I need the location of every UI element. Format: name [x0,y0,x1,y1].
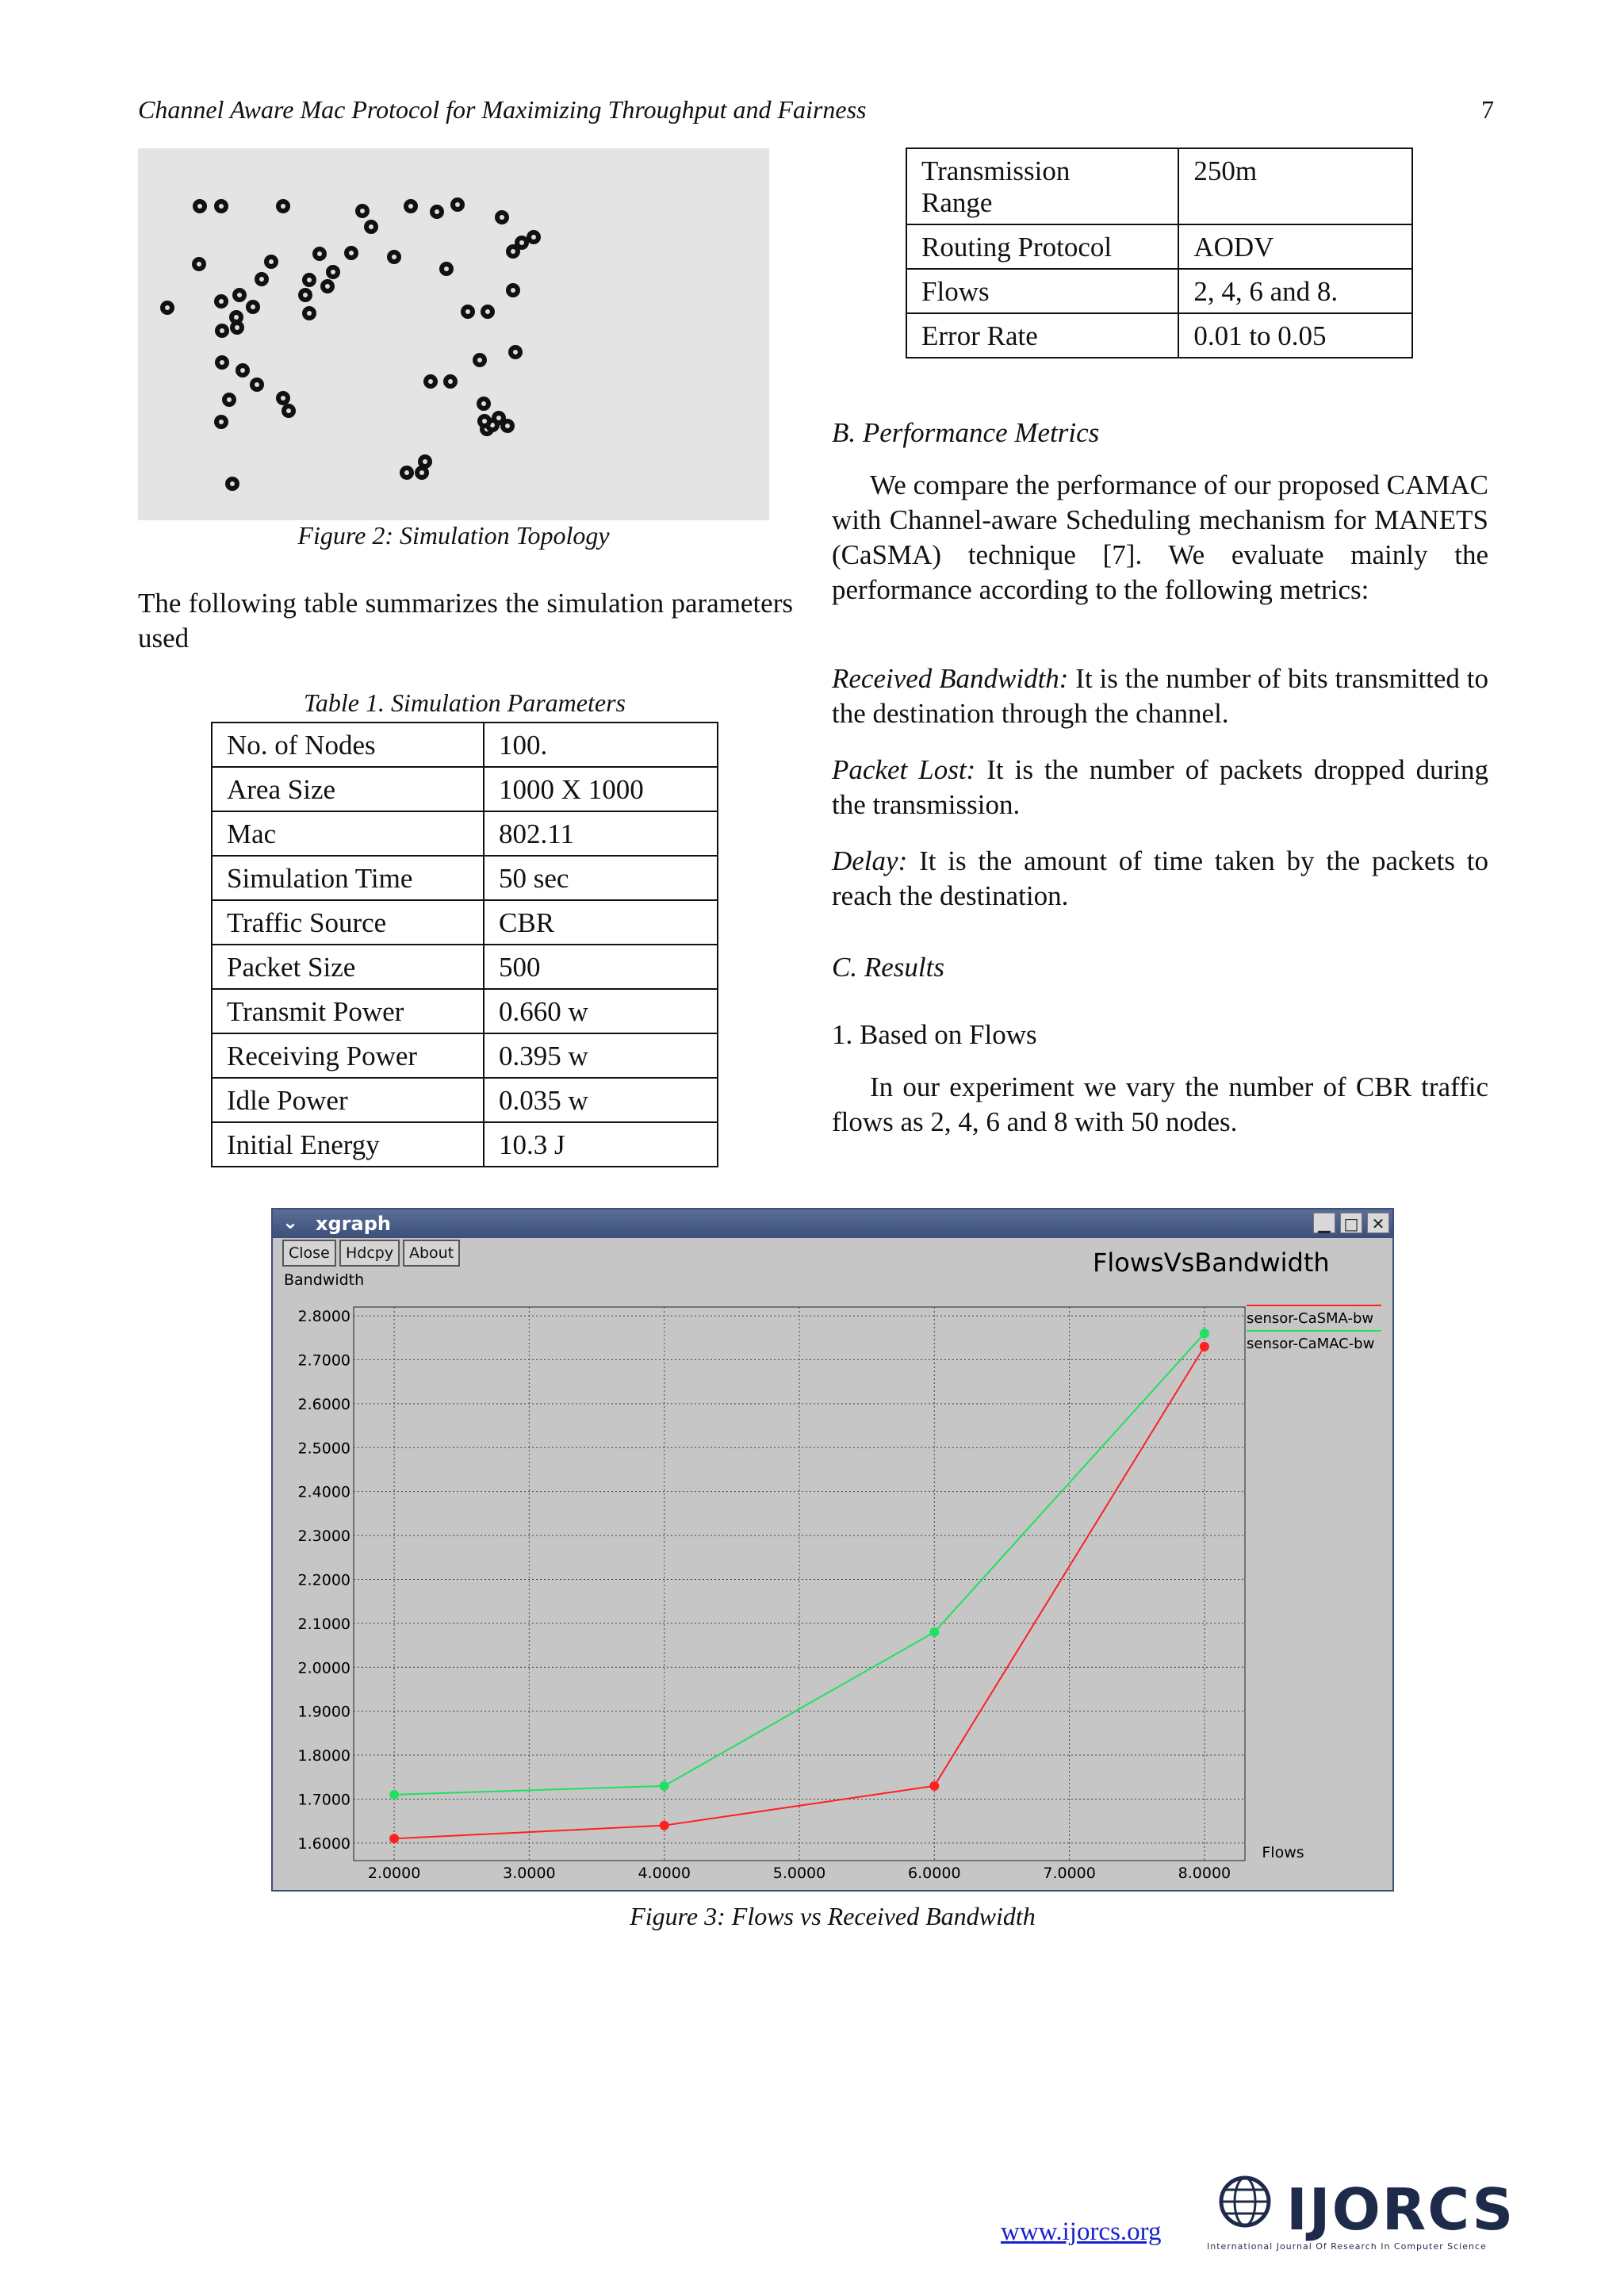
param-value: 0.035 w [484,1078,718,1122]
param-value: 100. [484,723,718,767]
param-value: CBR [484,900,718,945]
topology-node [495,210,509,224]
ijorcs-logo [1207,2170,1515,2257]
intro-paragraph: The following table summarizes the simulation parameters used [138,588,793,654]
about-button[interactable]: About [403,1240,460,1267]
page-number: 7 [1481,95,1494,124]
topology-node [477,397,491,411]
metric-text: It is the number of packets dropped during the transmission. [832,754,1488,820]
topology-node [415,466,429,480]
x-tick-label: 6.0000 [908,1865,961,1882]
topology-node [387,250,401,264]
param-name: Traffic Source [212,900,484,945]
simulation-parameters-table [211,722,718,1167]
topology-node [320,279,335,293]
param-name: Mac [212,811,484,856]
metric-received-bandwidth [832,661,1488,731]
table-row [212,900,718,945]
x-tick-label: 4.0000 [638,1865,691,1882]
section-c-paragraph: In our experiment we vary the number of CBR traffic flows as 2, 4, 6 and 8 with 50 nodes. [832,1071,1488,1137]
topology-node [500,419,515,433]
journal-url-link[interactable]: www.ijorcs.org [1001,2217,1162,2246]
table1-caption: Table 1. Simulation Parameters [304,688,626,717]
window-menu-icon[interactable]: ⌄ [282,1211,299,1233]
legend-label: sensor-CaSMA-bw [1247,1310,1374,1327]
table-row [212,723,718,767]
data-point [389,1790,399,1800]
topology-node [344,246,358,260]
topology-node [230,320,244,335]
y-tick-label: 2.6000 [297,1395,350,1413]
param-value: AODV [1178,224,1412,269]
topology-node [355,204,370,218]
table-row [212,811,718,856]
param-name: Receiving Power [212,1033,484,1078]
data-point [1200,1328,1209,1338]
close-icon[interactable]: ✕ [1367,1213,1389,1233]
table-row [212,1033,718,1078]
running-header [138,95,1494,125]
topology-node [364,220,378,234]
table-row [212,1078,718,1122]
x-tick-label: 5.0000 [772,1865,826,1882]
topology-node [214,294,228,309]
logo-text: IJORCS [1286,2176,1515,2243]
table-row [212,856,718,900]
param-name: Transmission Range [906,148,1178,224]
param-value: 500 [484,945,718,989]
y-axis-label: Bandwidth [284,1271,365,1289]
x-tick-label: 7.0000 [1043,1865,1096,1882]
close-button[interactable]: Close [282,1240,336,1267]
table-row [906,148,1412,224]
param-value: 10.3 J [484,1122,718,1167]
param-name: Transmit Power [212,989,484,1033]
section-c-subheading: 1. Based on Flows [832,1019,1037,1050]
topology-node [214,199,228,213]
topology-node [276,199,290,213]
param-name: Initial Energy [212,1122,484,1167]
param-value: 1000 X 1000 [484,767,718,811]
section-b-paragraph: We compare the performance of our proposed CAMAC with Channel-aware Scheduling mechanism for MANETS (CaSMA) technique [7]. We evaluate mainly the performance according to the following metrics: [832,470,1488,605]
globe-icon [1207,2170,1283,2241]
topology-node [450,197,465,212]
y-tick-label: 1.7000 [297,1791,350,1809]
plot-frame [354,1307,1245,1861]
param-name: Idle Power [212,1078,484,1122]
topology-node [232,288,247,302]
y-tick-label: 2.4000 [297,1483,350,1501]
x-axis-label: Flows [1262,1844,1304,1861]
topology-node [430,205,444,219]
figure2-caption: Figure 2: Simulation Topology [297,521,610,550]
simulation-parameters-table-continued [906,148,1413,358]
logo-subtitle: International Journal Of Research In Computer Science [1207,2241,1487,2252]
topology-node [404,199,418,213]
data-point [660,1781,669,1791]
minimize-icon[interactable]: ▁ [1313,1213,1335,1233]
topology-node [423,374,438,389]
y-tick-label: 2.3000 [297,1527,350,1546]
header-title: Channel Aware Mac Protocol for Maximizing Throughput and Fairness [138,95,867,124]
table-row [906,224,1412,269]
param-name: Area Size [212,767,484,811]
flows-vs-bandwidth-plot [273,1209,1392,1890]
hardcopy-button[interactable]: Hdcpy [339,1240,400,1267]
chart-title: FlowsVsBandwidth [1093,1248,1330,1278]
topology-node [214,415,228,429]
param-value: 250m [1178,148,1412,224]
topology-node [481,305,495,319]
y-tick-label: 1.6000 [297,1834,350,1853]
xgraph-window [271,1208,1394,1892]
topology-node [282,404,296,418]
topology-node [236,363,250,378]
y-tick-label: 1.8000 [297,1747,350,1765]
metric-label: Packet Lost: [832,754,976,785]
topology-node [506,283,520,297]
data-point [929,1627,939,1637]
data-point [929,1781,939,1791]
xgraph-window-title: xgraph [316,1213,391,1235]
maximize-icon[interactable]: □ [1340,1213,1362,1233]
topology-node [192,257,206,271]
metric-text: It is the amount of time taken by the packets to reach the destination. [832,845,1488,911]
y-tick-label: 2.7000 [297,1351,350,1370]
topology-node [461,305,475,319]
topology-node [193,199,207,213]
figure3-caption: Figure 3: Flows vs Received Bandwidth [630,1902,1036,1930]
y-tick-label: 2.2000 [297,1571,350,1589]
param-value: 0.395 w [484,1033,718,1078]
topology-node [215,324,229,338]
table-row [212,989,718,1033]
metric-label: Delay: [832,845,908,876]
topology-node [246,300,260,314]
x-tick-label: 8.0000 [1178,1865,1231,1882]
topology-node [250,378,264,392]
topology-node [439,262,454,276]
topology-node [400,466,414,480]
topology-node [255,272,269,286]
topology-node [264,255,278,269]
table-row [212,945,718,989]
param-name: Simulation Time [212,856,484,900]
param-value: 0.660 w [484,989,718,1033]
topology-node [326,265,340,279]
param-name: Flows [906,269,1178,313]
topology-node [225,477,239,491]
param-name: Packet Size [212,945,484,989]
topology-node [215,355,229,370]
table-row [906,313,1412,358]
param-name: Routing Protocol [906,224,1178,269]
y-tick-label: 1.9000 [297,1703,350,1721]
section-c-heading: C. Results [832,952,944,983]
param-name: No. of Nodes [212,723,484,767]
param-value: 2, 4, 6 and 8. [1178,269,1412,313]
topology-node [302,306,316,320]
y-tick-label: 2.8000 [297,1308,350,1326]
x-tick-label: 2.0000 [367,1865,421,1882]
metric-delay [832,844,1488,914]
topology-node [508,345,523,359]
topology-node [477,414,492,428]
param-value: 50 sec [484,856,718,900]
legend-label: sensor-CaMAC-bw [1247,1336,1375,1352]
data-point [1200,1342,1209,1351]
metric-packet-lost [832,753,1488,822]
table-row [212,767,718,811]
topology-figure [138,148,769,520]
metric-label: Received Bandwidth: [832,663,1069,694]
param-value: 802.11 [484,811,718,856]
section-b-heading: B. Performance Metrics [832,417,1100,448]
y-tick-label: 2.1000 [297,1615,350,1633]
y-tick-label: 2.0000 [297,1659,350,1677]
metric-text: It is the number of bits transmitted to the destination through the channel. [832,663,1489,729]
topology-node [160,301,174,315]
table-row [212,1122,718,1167]
data-point [660,1821,669,1830]
topology-node [473,353,487,367]
topology-node [222,393,236,407]
topology-node [312,247,327,261]
data-point [389,1834,399,1843]
x-tick-label: 3.0000 [503,1865,556,1882]
topology-node [298,288,312,302]
table-row [906,269,1412,313]
param-value: 0.01 to 0.05 [1178,313,1412,358]
param-name: Error Rate [906,313,1178,358]
topology-node [506,244,520,259]
topology-node [443,374,458,389]
y-tick-label: 2.5000 [297,1439,350,1458]
topology-node [302,273,316,287]
